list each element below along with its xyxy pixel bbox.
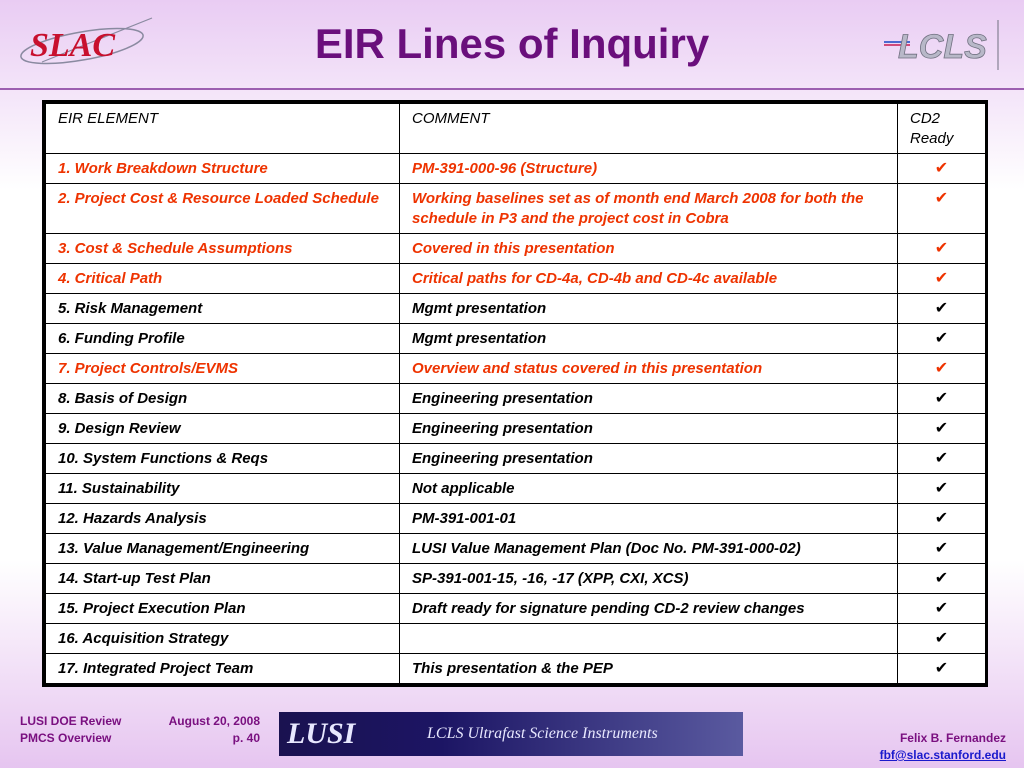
table-row [46, 474, 986, 504]
comment-cell: Not applicable [400, 474, 898, 504]
checkmark-icon: ✔ [898, 324, 986, 354]
header-comment: COMMENT [400, 104, 898, 154]
footer-author: Felix B. Fernandez [899, 731, 1006, 745]
eir-table [42, 100, 988, 687]
header-eir-element: EIR ELEMENT [46, 104, 400, 154]
checkmark-icon: ✔ [898, 504, 986, 534]
table-row [46, 504, 986, 534]
element-cell: 7. Project Controls/EVMS [46, 354, 400, 384]
comment-cell: This presentation & the PEP [400, 654, 898, 684]
comment-cell: Covered in this presentation [400, 234, 898, 264]
lcls-logo [884, 18, 1004, 72]
element-cell: 6. Funding Profile [46, 324, 400, 354]
comment-cell: Mgmt presentation [400, 324, 898, 354]
checkmark-icon: ✔ [898, 654, 986, 684]
table-row [46, 594, 986, 624]
comment-cell: PM-391-001-01 [400, 504, 898, 534]
banner-subtitle: LCLS Ultrafast Science Instruments [427, 725, 658, 742]
element-cell: 1. Work Breakdown Structure [46, 154, 400, 184]
footer-section: PMCS Overview [20, 731, 112, 745]
comment-cell: Engineering presentation [400, 414, 898, 444]
table-row [46, 534, 986, 564]
element-cell: 12. Hazards Analysis [46, 504, 400, 534]
comment-cell: Engineering presentation [400, 444, 898, 474]
element-cell: 5. Risk Management [46, 294, 400, 324]
table-row [46, 184, 986, 234]
table-row [46, 234, 986, 264]
table-row [46, 564, 986, 594]
footer-right [880, 730, 1006, 764]
checkmark-icon: ✔ [898, 294, 986, 324]
footer-date: August 20, 2008 [168, 714, 260, 728]
element-cell: 14. Start-up Test Plan [46, 564, 400, 594]
footer-page-number: p. 40 [232, 731, 260, 745]
element-cell: 3. Cost & Schedule Assumptions [46, 234, 400, 264]
element-cell: 15. Project Execution Plan [46, 594, 400, 624]
footer-left [20, 713, 260, 747]
header-cd2-ready: CD2 Ready [898, 104, 986, 154]
table-row [46, 624, 986, 654]
element-cell: 4. Critical Path [46, 264, 400, 294]
comment-cell: Draft ready for signature pending CD-2 review changes [400, 594, 898, 624]
table-row [46, 384, 986, 414]
table-row [46, 444, 986, 474]
element-cell: 2. Project Cost & Resource Loaded Schedule [46, 184, 400, 234]
comment-cell [400, 624, 898, 654]
lcls-logo-text: LCLS [898, 28, 987, 66]
checkmark-icon: ✔ [898, 154, 986, 184]
header-divider [0, 88, 1024, 90]
table-row [46, 354, 986, 384]
comment-cell: Engineering presentation [400, 384, 898, 414]
element-cell: 17. Integrated Project Team [46, 654, 400, 684]
table-row [46, 324, 986, 354]
element-cell: 10. System Functions & Reqs [46, 444, 400, 474]
element-cell: 9. Design Review [46, 414, 400, 444]
comment-cell: Overview and status covered in this presentation [400, 354, 898, 384]
checkmark-icon: ✔ [898, 444, 986, 474]
footer-review-name: LUSI DOE Review [20, 714, 122, 728]
checkmark-icon: ✔ [898, 534, 986, 564]
comment-cell: Working baselines set as of month end March 2008 for both the schedule in P3 and the project cost in Cobra [400, 184, 898, 234]
lusi-banner [279, 712, 743, 756]
checkmark-icon: ✔ [898, 354, 986, 384]
checkmark-icon: ✔ [898, 384, 986, 414]
table-row [46, 294, 986, 324]
element-cell: 16. Acquisition Strategy [46, 624, 400, 654]
comment-cell: Mgmt presentation [400, 294, 898, 324]
checkmark-icon: ✔ [898, 234, 986, 264]
table-row [46, 154, 986, 184]
checkmark-icon: ✔ [898, 414, 986, 444]
banner-title: LUSI [287, 717, 356, 750]
comment-cell: LUSI Value Management Plan (Doc No. PM-391-000-02) [400, 534, 898, 564]
checkmark-icon: ✔ [898, 594, 986, 624]
checkmark-icon: ✔ [898, 624, 986, 654]
checkmark-icon: ✔ [898, 264, 986, 294]
checkmark-icon: ✔ [898, 474, 986, 504]
element-cell: 8. Basis of Design [46, 384, 400, 414]
table-row [46, 264, 986, 294]
element-cell: 13. Value Management/Engineering [46, 534, 400, 564]
slac-logo-text: SLAC [30, 27, 116, 64]
checkmark-icon: ✔ [898, 564, 986, 594]
slide-header [0, 0, 1024, 92]
footer-email-link[interactable]: fbf@slac.stanford.edu [879, 748, 1006, 762]
checkmark-icon: ✔ [898, 184, 986, 234]
comment-cell: SP-391-001-15, -16, -17 (XPP, CXI, XCS) [400, 564, 898, 594]
element-cell: 11. Sustainability [46, 474, 400, 504]
table-row [46, 414, 986, 444]
page-title: EIR Lines of Inquiry [314, 20, 710, 67]
table-row [46, 654, 986, 684]
table-header-row [46, 104, 986, 154]
comment-cell: PM-391-000-96 (Structure) [400, 154, 898, 184]
comment-cell: Critical paths for CD-4a, CD-4b and CD-4c available [400, 264, 898, 294]
